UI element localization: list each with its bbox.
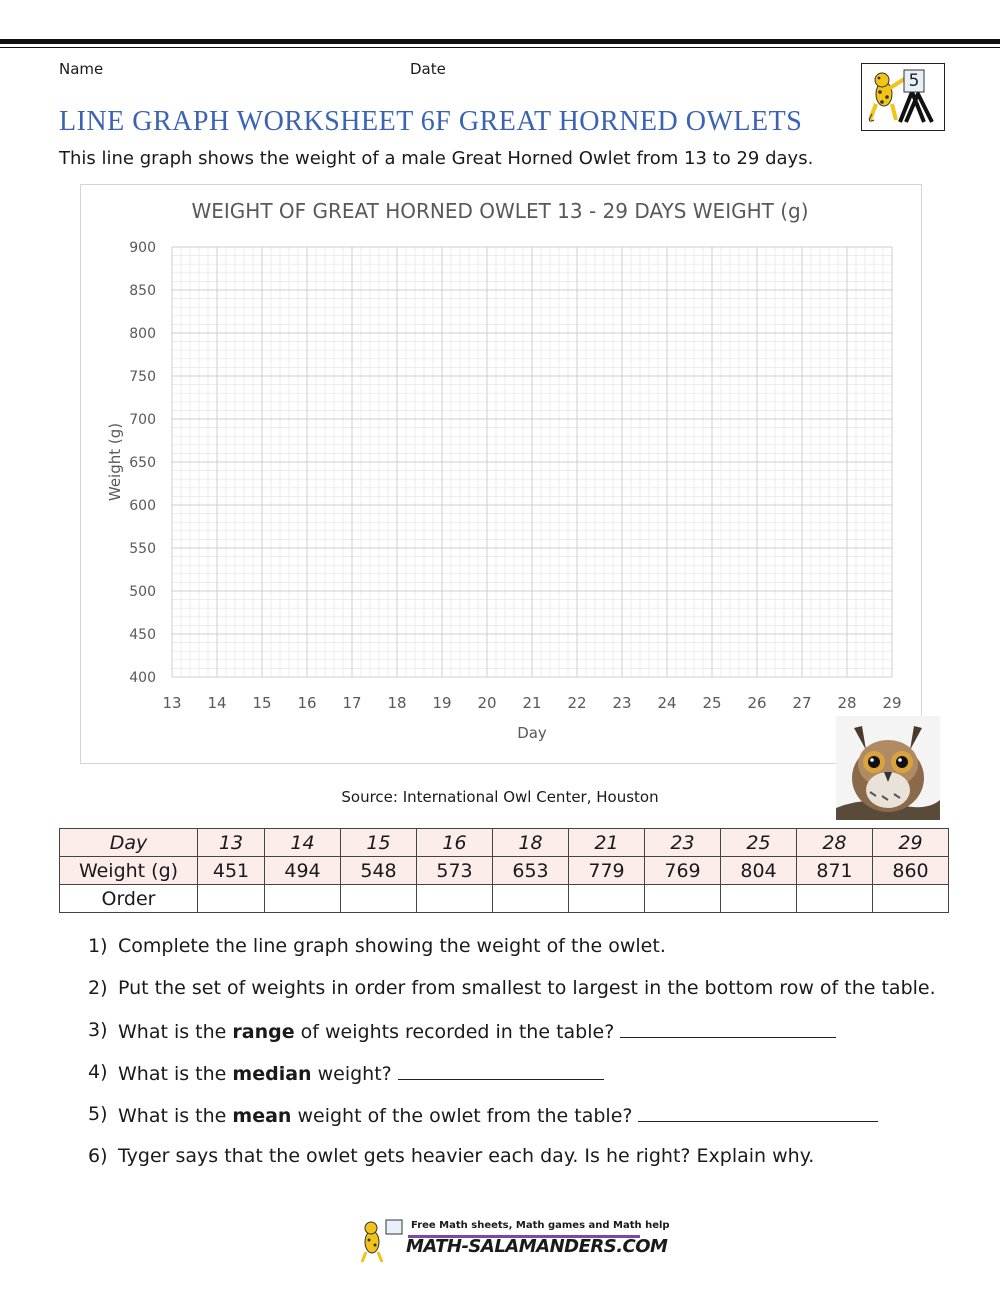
- order-cell[interactable]: [417, 885, 493, 913]
- x-tick-label: 23: [612, 694, 632, 712]
- x-tick-label: 13: [162, 694, 182, 712]
- x-tick-label: 28: [837, 694, 857, 712]
- question-item: [88, 1145, 968, 1187]
- order-row: [60, 885, 949, 913]
- question-key-term: median: [232, 1063, 312, 1085]
- x-tick-label: 16: [297, 694, 317, 712]
- answer-blank[interactable]: [398, 1061, 604, 1080]
- weight-cell: 779: [569, 857, 645, 885]
- day-cell: 14: [265, 829, 341, 857]
- worksheet-title: LINE GRAPH WORKSHEET 6F GREAT HORNED OWLETS: [59, 106, 803, 137]
- y-tick-label: 400: [129, 670, 156, 686]
- day-row: [60, 829, 949, 857]
- footer-tagline: Free Math sheets, Math games and Math help: [411, 1220, 670, 1231]
- order-cell[interactable]: [493, 885, 569, 913]
- x-tick-label: 18: [387, 694, 407, 712]
- question-number: 1): [88, 935, 108, 957]
- order-header-cell: Order: [60, 885, 198, 913]
- footer-site[interactable]: MATH-SALAMANDERS.COM: [406, 1236, 668, 1257]
- day-cell: 23: [645, 829, 721, 857]
- footer-salamander-icon: [356, 1216, 406, 1266]
- day-cell: 25: [721, 829, 797, 857]
- day-header-cell: Day: [60, 829, 198, 857]
- question-text: [118, 1019, 836, 1043]
- data-table: [59, 828, 949, 913]
- y-tick-label: 850: [129, 283, 156, 299]
- question-text-part: Complete the line graph showing the weight of the owlet.: [118, 935, 666, 957]
- weight-cell: 451: [198, 857, 265, 885]
- x-tick-labels: [162, 694, 901, 712]
- x-tick-label: 19: [432, 694, 452, 712]
- y-tick-label: 750: [129, 369, 156, 385]
- y-tick-label: 500: [129, 584, 156, 600]
- weight-cell: 494: [265, 857, 341, 885]
- order-cell[interactable]: [198, 885, 265, 913]
- y-tick-labels: [129, 240, 156, 686]
- question-text: [118, 1061, 604, 1085]
- x-tick-label: 29: [882, 694, 902, 712]
- question-number: 3): [88, 1019, 108, 1041]
- name-label: Name: [59, 60, 104, 78]
- x-axis-label: Day: [517, 724, 547, 742]
- weight-cell: 871: [797, 857, 873, 885]
- question-text-part: What is the: [118, 1105, 233, 1127]
- y-tick-label: 650: [129, 455, 156, 471]
- question-text: [118, 935, 666, 957]
- y-tick-label: 550: [129, 541, 156, 557]
- x-tick-label: 26: [747, 694, 767, 712]
- order-cell[interactable]: [265, 885, 341, 913]
- day-cell: 28: [797, 829, 873, 857]
- source-note: Source: International Owl Center, Houston: [341, 788, 659, 806]
- question-text: [118, 1103, 878, 1127]
- weight-cell: 769: [645, 857, 721, 885]
- day-cell: 15: [341, 829, 417, 857]
- day-cell: 29: [873, 829, 949, 857]
- order-cell[interactable]: [721, 885, 797, 913]
- question-text-part: Tyger says that the owlet gets heavier each day. Is he right? Explain why.: [118, 1145, 815, 1167]
- question-text-part: of weights recorded in the table?: [294, 1021, 615, 1043]
- question-item: [88, 977, 968, 1019]
- x-tick-label: 27: [792, 694, 812, 712]
- question-number: 5): [88, 1103, 108, 1125]
- question-text-part: What is the: [118, 1021, 233, 1043]
- x-tick-label: 22: [567, 694, 587, 712]
- y-tick-label: 700: [129, 412, 156, 428]
- x-tick-label: 15: [252, 694, 272, 712]
- x-tick-label: 20: [477, 694, 497, 712]
- question-number: 2): [88, 977, 108, 999]
- question-text-part: What is the: [118, 1063, 233, 1085]
- x-tick-label: 24: [657, 694, 677, 712]
- y-tick-label: 800: [129, 326, 156, 342]
- answer-blank[interactable]: [620, 1019, 836, 1038]
- weight-cell: 573: [417, 857, 493, 885]
- y-tick-label: 450: [129, 627, 156, 643]
- grade-badge: 5: [908, 71, 920, 91]
- x-tick-label: 14: [207, 694, 227, 712]
- question-item: [88, 1019, 968, 1061]
- order-cell[interactable]: [341, 885, 417, 913]
- weight-cell: 860: [873, 857, 949, 885]
- worksheet-subtitle: This line graph shows the weight of a male Great Horned Owlet from 13 to 29 days.: [59, 148, 814, 169]
- day-cell: 18: [493, 829, 569, 857]
- question-item: [88, 1103, 968, 1145]
- question-text: [118, 1145, 814, 1167]
- x-tick-label: 25: [702, 694, 722, 712]
- y-tick-label: 900: [129, 240, 156, 256]
- x-tick-label: 21: [522, 694, 542, 712]
- weight-cell: 804: [721, 857, 797, 885]
- order-cell[interactable]: [569, 885, 645, 913]
- question-key-term: range: [232, 1021, 295, 1043]
- footer-logo: [356, 1216, 670, 1266]
- question-item: [88, 1061, 968, 1103]
- order-cell[interactable]: [645, 885, 721, 913]
- date-label: Date: [410, 60, 446, 78]
- question-list: [88, 935, 968, 1187]
- question-number: 4): [88, 1061, 108, 1083]
- day-cell: 21: [569, 829, 645, 857]
- x-tick-label: 17: [342, 694, 362, 712]
- y-tick-label: 600: [129, 498, 156, 514]
- answer-blank[interactable]: [638, 1103, 878, 1122]
- weight-cell: 548: [341, 857, 417, 885]
- chart-title: WEIGHT OF GREAT HORNED OWLET 13 - 29 DAYS WEIGHT (g): [191, 199, 809, 223]
- y-axis-label: Weight (g): [106, 422, 124, 502]
- question-number: 6): [88, 1145, 108, 1167]
- day-cell: 13: [198, 829, 265, 857]
- day-cell: 16: [417, 829, 493, 857]
- weight-row: [60, 857, 949, 885]
- question-text-part: Put the set of weights in order from smallest to largest in the bottom row of the table.: [118, 977, 936, 999]
- question-text-part: weight?: [311, 1063, 392, 1085]
- order-cell[interactable]: [797, 885, 873, 913]
- order-cell[interactable]: [873, 885, 949, 913]
- question-item: [88, 935, 968, 977]
- weight-cell: 653: [493, 857, 569, 885]
- question-text: [118, 977, 936, 999]
- weight-header-cell: Weight (g): [60, 857, 198, 885]
- question-text-part: weight of the owlet from the table?: [291, 1105, 633, 1127]
- question-key-term: mean: [232, 1105, 292, 1127]
